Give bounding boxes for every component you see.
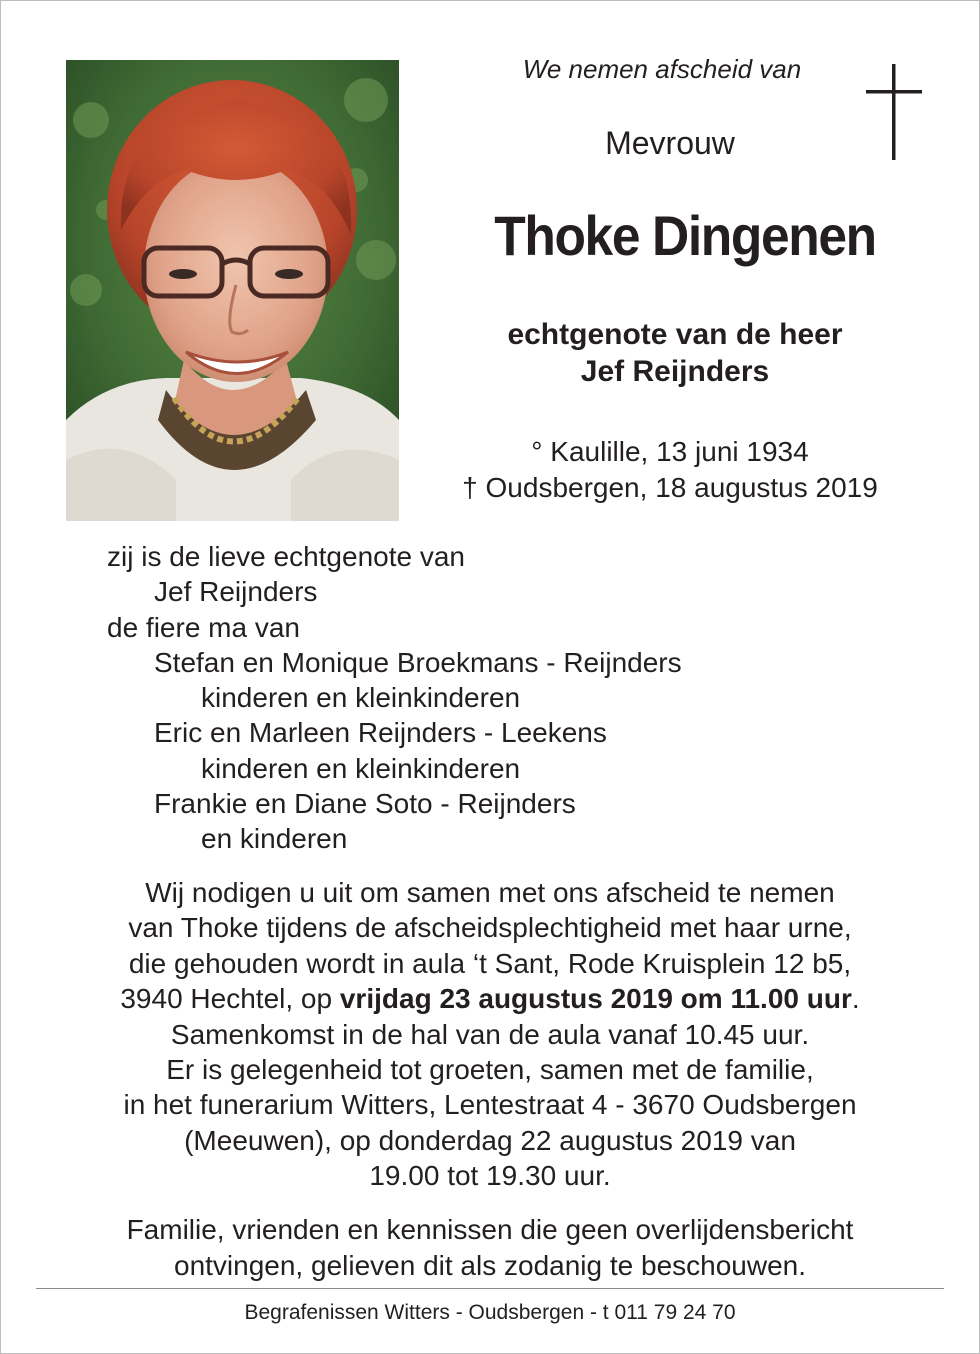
ceremony-invitation: [20, 875, 960, 1194]
invite-line: van Thoke tijdens de afscheidsplechtigheid met haar urne,: [128, 912, 852, 944]
ceremony-datetime: vrijdag 23 augustus 2019 om 11.00 uur: [339, 983, 852, 1015]
family-line: kinderen en kleinkinderen: [201, 752, 521, 784]
invite-location: 3940 Hechtel, op: [120, 983, 340, 1015]
invite-line: in het funerarium Witters, Lentestraat 4 - 3670 Oudsbergen: [123, 1089, 857, 1121]
invite-line: die gehouden wordt in aula ‘t Sant, Rode Kruisplein 12 b5,: [128, 947, 852, 979]
family-line: Jef Reijnders: [154, 576, 318, 608]
family-line: Stefan en Monique Broekmans - Reijnders: [154, 646, 682, 678]
death-date: † Oudsbergen, 18 augustus 2019: [462, 472, 878, 503]
closing-line: Familie, vrienden en kennissen die geen overlijdensbericht: [126, 1214, 854, 1245]
birth-date: ° Kaulille, 13 juni 1934: [531, 436, 809, 467]
family-line: de fiere ma van: [107, 611, 300, 643]
spouse-block: [440, 316, 910, 390]
invite-line: Er is gelegenheid tot groeten, samen met de familie,: [166, 1054, 814, 1086]
family-list: [0, 539, 980, 857]
family-line: kinderen en kleinkinderen: [201, 682, 521, 714]
invite-period: .: [851, 983, 860, 1015]
cross-icon: [866, 64, 922, 160]
funeral-home-footer: Begrafenissen Witters - Oudsbergen - t 011 79 24 70: [244, 1301, 736, 1324]
spouse-line: echtgenote van de heer: [507, 318, 843, 351]
life-dates: [420, 434, 920, 506]
portrait-photo: [66, 60, 399, 521]
invite-line: 19.00 tot 19.30 uur.: [369, 1160, 611, 1192]
invite-line: Samenkomst in de hal van de aula vanaf 10.45 uur.: [170, 1018, 810, 1050]
intro-text: We nemen afscheid van: [522, 54, 802, 84]
closing-line: ontvingen, gelieven dit als zodanig te beschouwen.: [174, 1249, 806, 1281]
family-line: Eric en Marleen Reijnders - Leekens: [154, 717, 607, 749]
family-line: Frankie en Diane Soto - Reijnders: [154, 788, 576, 820]
family-line: zij is de lieve echtgenote van: [107, 541, 465, 572]
honorific: Mevrouw: [605, 125, 735, 161]
invite-line: Wij nodigen u uit om samen met ons afscheid te nemen: [145, 877, 835, 908]
deceased-name: Thoke Dingenen: [494, 204, 876, 267]
closing-note: [20, 1212, 960, 1283]
footer-divider: [36, 1288, 944, 1289]
invite-line-datetime: [20, 981, 960, 1016]
invite-line: (Meeuwen), op donderdag 22 augustus 2019 van: [184, 1124, 796, 1156]
family-line: en kinderen: [201, 823, 348, 855]
spouse-name: Jef Reijnders: [580, 355, 770, 388]
